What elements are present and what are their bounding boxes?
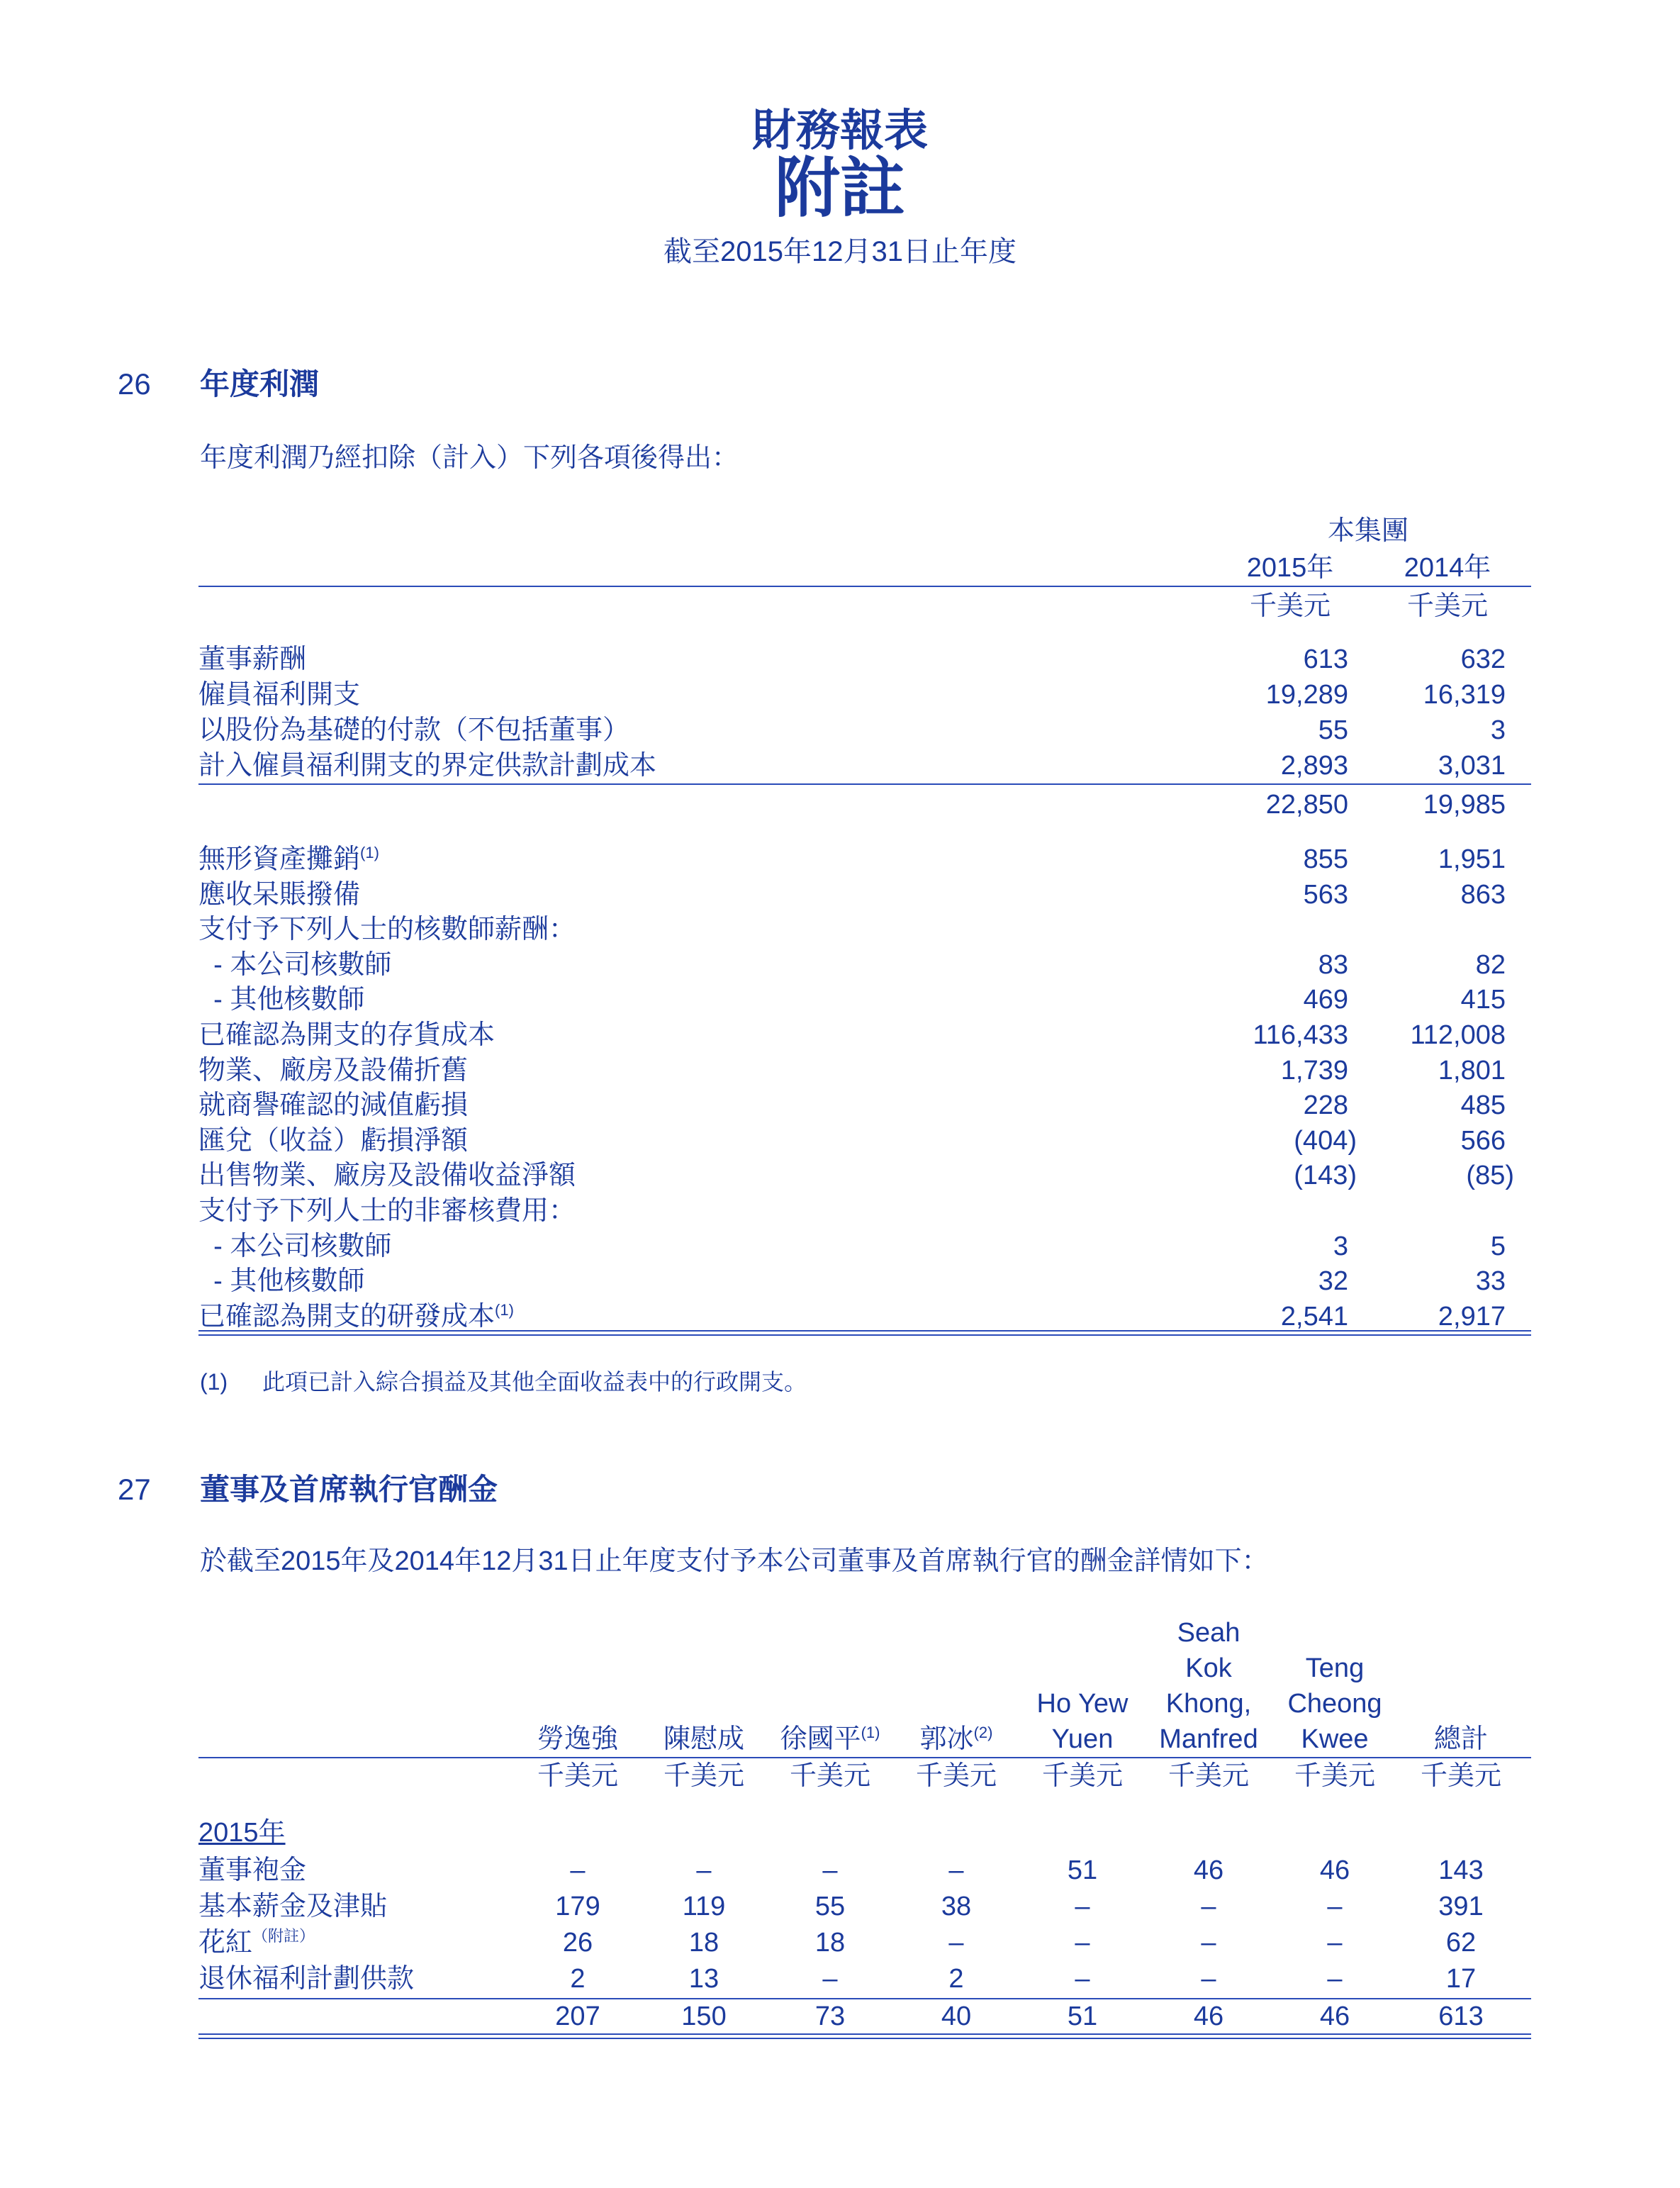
director-unit-header: 千美元 — [1167, 1761, 1249, 1791]
director-value: 62 — [1445, 1928, 1477, 1958]
total-rule-top — [198, 1330, 1531, 1332]
row-label: 退休福利計劃供款 — [198, 1964, 415, 1994]
director-column-header: Kok — [1185, 1653, 1232, 1683]
value-2015: 55 — [1318, 715, 1348, 745]
footnote-text: 此項已計入綜合損益及其他全面收益表中的行政開支。 — [262, 1369, 807, 1395]
value-2014: 16,319 — [1423, 680, 1506, 710]
expense-row — [198, 947, 1531, 983]
value-2014: 33 — [1475, 1266, 1506, 1297]
employee-cost-row — [198, 677, 1531, 713]
row-label: - 本公司核數師 — [198, 1231, 392, 1261]
value-2015: 3 — [1333, 1231, 1348, 1261]
value-2014: 82 — [1475, 949, 1506, 980]
director-value: – — [1327, 1964, 1343, 1994]
value-2014: 5 — [1490, 1231, 1506, 1261]
director-value: – — [1201, 1892, 1216, 1921]
expense-row — [198, 1123, 1531, 1159]
director-total-value: 150 — [681, 2002, 727, 2031]
director-total-value: 207 — [555, 2002, 600, 2031]
director-value: – — [1201, 1928, 1216, 1958]
expense-row — [198, 1229, 1531, 1264]
director-column-header: 徐國平$^{(1)}$ — [780, 1724, 880, 1754]
row-label: 已確認為開支的研發成本$^{(1)}$ — [198, 1300, 514, 1332]
expense-row — [198, 1088, 1531, 1123]
director-column-header: Yuen — [1051, 1724, 1114, 1754]
expense-row — [198, 982, 1531, 1017]
value-2014: 1,951 — [1438, 844, 1506, 874]
director-value: 2 — [948, 1964, 964, 1994]
year-2015-label: 2015年 — [198, 1818, 286, 1848]
director-value: – — [1075, 1928, 1090, 1958]
director-value: – — [948, 1928, 964, 1958]
row-label: 董事袍金 — [198, 1855, 307, 1885]
director-value: 55 — [814, 1892, 846, 1921]
expense-row — [198, 842, 1531, 877]
row-label: 匯兌（收益）虧損淨額 — [198, 1125, 469, 1156]
value-2014: 112,008 — [1410, 1020, 1506, 1050]
value-2015: 32 — [1318, 1266, 1348, 1297]
expense-row — [198, 1053, 1531, 1088]
director-value: 18 — [814, 1928, 846, 1958]
director-total-value: 73 — [814, 2002, 846, 2031]
footnote-marker: (1) — [360, 844, 379, 861]
director-column-header: Cheong — [1287, 1689, 1382, 1719]
value-2015: 116,433 — [1253, 1020, 1348, 1050]
value-2015: 1,739 — [1280, 1055, 1348, 1085]
value-2014: 415 — [1460, 985, 1506, 1015]
footnote-marker: (2) — [973, 1724, 993, 1741]
total-rule-bottom — [198, 1334, 1531, 1336]
director-value: 17 — [1445, 1964, 1477, 1994]
value-2015: 83 — [1318, 949, 1348, 980]
director-column-header: 陳慰成 — [663, 1724, 744, 1754]
row-label: 以股份為基礎的付款（不包括董事） — [198, 715, 630, 745]
expense-row — [198, 912, 1531, 947]
report-title: 財務報表 — [751, 106, 928, 155]
director-pay-row — [198, 1924, 1531, 1961]
director-unit-header: 千美元 — [789, 1761, 870, 1791]
value-2015: 2,541 — [1280, 1301, 1348, 1332]
director-unit-header: 千美元 — [1420, 1761, 1501, 1791]
director-value: 46 — [1193, 1855, 1224, 1885]
row-label: - 其他核數師 — [198, 985, 365, 1015]
year-2015-header: 2015年 — [1246, 553, 1334, 583]
director-value: – — [1075, 1964, 1090, 1994]
value-2014: 566 — [1460, 1125, 1506, 1156]
director-value: – — [1075, 1892, 1090, 1921]
header-rule — [198, 586, 1531, 587]
director-value: – — [822, 1855, 838, 1885]
director-unit-header: 千美元 — [663, 1761, 744, 1791]
director-unit-header: 千美元 — [915, 1761, 997, 1791]
director-column-header: Manfred — [1159, 1724, 1258, 1754]
director-column-header: 總計 — [1433, 1724, 1488, 1754]
unit-2014-header: 千美元 — [1406, 591, 1488, 621]
director-unit-header: 千美元 — [1294, 1761, 1375, 1791]
employee-cost-row — [198, 642, 1531, 677]
director-value: – — [948, 1855, 964, 1885]
value-2015: 469 — [1303, 985, 1348, 1015]
subtotal-2015: 22,850 — [1265, 790, 1348, 820]
director-value: 119 — [682, 1892, 726, 1921]
notes-title: 附註 — [774, 152, 905, 225]
footnote-marker: (1) — [861, 1724, 880, 1741]
value-2014: 3,031 — [1438, 751, 1506, 781]
director-unit-header: 千美元 — [1041, 1761, 1123, 1791]
employee-cost-row — [198, 748, 1531, 783]
director-column-header: Ho Yew — [1036, 1689, 1129, 1719]
director-value: 13 — [688, 1964, 719, 1994]
value-2015: 2,893 — [1280, 751, 1348, 781]
value-2015: (143) — [1294, 1161, 1357, 1191]
director-value: – — [1327, 1892, 1343, 1921]
expense-row — [198, 1263, 1531, 1299]
value-2015: 19,289 — [1265, 680, 1348, 710]
value-2015: 613 — [1303, 644, 1348, 674]
director-column-header: Kwee — [1301, 1724, 1369, 1754]
director-total-rule-top — [198, 2033, 1531, 2035]
director-column-header: Teng — [1305, 1653, 1365, 1683]
director-pay-row — [198, 1852, 1531, 1889]
director-unit-header: 千美元 — [537, 1761, 618, 1791]
year-2014-header: 2014年 — [1404, 553, 1491, 583]
row-label: 出售物業、廠房及設備收益淨額 — [198, 1161, 576, 1191]
director-value: – — [1201, 1964, 1216, 1994]
director-value: – — [822, 1964, 838, 1994]
director-column-header: 勞逸強 — [537, 1724, 618, 1754]
group-label: 本集團 — [1327, 516, 1409, 546]
expense-row — [198, 1299, 1531, 1334]
director-value: 38 — [941, 1892, 972, 1921]
row-label: 應收呆賬撥備 — [198, 879, 361, 910]
expense-row — [198, 877, 1531, 912]
value-2014: 3 — [1490, 715, 1506, 745]
director-total-value: 46 — [1193, 2002, 1224, 2031]
value-2014: 485 — [1460, 1090, 1506, 1121]
director-value: 51 — [1067, 1855, 1098, 1885]
subtotal-row — [198, 787, 1531, 822]
director-value: 143 — [1438, 1855, 1484, 1885]
director-pay-row — [198, 1960, 1531, 1997]
director-value: 391 — [1438, 1892, 1484, 1921]
row-label: 支付予下列人士的核數師薪酬： — [198, 915, 576, 945]
unit-2015-header: 千美元 — [1249, 591, 1331, 621]
director-total-value: 51 — [1067, 2002, 1098, 2031]
row-label: - 本公司核數師 — [198, 949, 392, 980]
row-label: 已確認為開支的存貨成本 — [198, 1020, 495, 1050]
director-value: 46 — [1319, 1855, 1350, 1885]
director-total-value: 46 — [1319, 2002, 1350, 2031]
section-27-number: 27 — [118, 1473, 151, 1506]
expense-row — [198, 1193, 1531, 1229]
value-2014: (85) — [1466, 1161, 1514, 1191]
director-value: – — [570, 1855, 586, 1885]
director-value: 2 — [570, 1964, 586, 1994]
row-label: 董事薪酬 — [198, 644, 307, 674]
row-label: 就商譽確認的減值虧損 — [198, 1090, 469, 1121]
director-value: 26 — [562, 1928, 593, 1958]
director-pay-row — [198, 1888, 1531, 1925]
director-value: 179 — [555, 1892, 600, 1921]
value-2014: 2,917 — [1438, 1301, 1506, 1332]
row-label: 計入僱員福利開支的界定供款計劃成本 — [198, 751, 657, 781]
director-total-rule-bottom — [198, 2038, 1531, 2039]
section-27-intro: 於截至2015年及2014年12月31日止年度支付予本公司董事及首席執行官的酬金詳情如下： — [200, 1546, 1269, 1576]
subtotal-rule — [198, 783, 1531, 785]
expense-row — [198, 1158, 1531, 1193]
director-value: – — [696, 1855, 712, 1885]
director-value: – — [1327, 1928, 1343, 1958]
value-2015: (404) — [1294, 1125, 1357, 1156]
expense-row — [198, 1017, 1531, 1053]
director-column-header: 郭冰$^{(2)}$ — [919, 1724, 993, 1754]
value-2015: 228 — [1303, 1090, 1348, 1121]
section-27-title: 董事及首席執行官酬金 — [200, 1473, 498, 1506]
director-total-value: 613 — [1438, 2002, 1484, 2031]
director-total-value: 40 — [941, 2002, 972, 2031]
value-2015: 563 — [1303, 879, 1348, 910]
director-column-header: Khong, — [1165, 1689, 1252, 1719]
row-label: 基本薪金及津貼 — [198, 1892, 388, 1921]
footnote-number: (1) — [200, 1369, 228, 1395]
row-label: 花紅$^{(附註)}$ — [198, 1927, 315, 1958]
director-total — [198, 1998, 1531, 2035]
row-label: - 其他核數師 — [198, 1266, 365, 1297]
section-26-intro: 年度利潤乃經扣除（計入）下列各項後得出： — [200, 443, 739, 473]
period-subtitle: 截至2015年12月31日止年度 — [663, 236, 1017, 267]
footnote-marker: (1) — [495, 1300, 514, 1319]
row-label: 支付予下列人士的非審核費用： — [198, 1196, 576, 1226]
section-26-number: 26 — [118, 367, 151, 401]
value-2014: 863 — [1460, 879, 1506, 910]
director-column-header: Seah — [1177, 1618, 1241, 1648]
value-2014: 632 — [1460, 644, 1506, 674]
employee-cost-row — [198, 713, 1531, 748]
row-label: 無形資產攤銷$^{(1)}$ — [198, 844, 379, 874]
section-26-title: 年度利潤 — [200, 367, 320, 401]
row-label: 物業、廠房及設備折舊 — [198, 1055, 469, 1085]
director-value: 18 — [688, 1928, 719, 1958]
note-marker: （附註） — [252, 1927, 315, 1945]
value-2015: 855 — [1303, 844, 1348, 874]
subtotal-2014: 19,985 — [1423, 790, 1506, 820]
value-2014: 1,801 — [1438, 1055, 1506, 1085]
row-label: 僱員福利開支 — [198, 680, 361, 710]
